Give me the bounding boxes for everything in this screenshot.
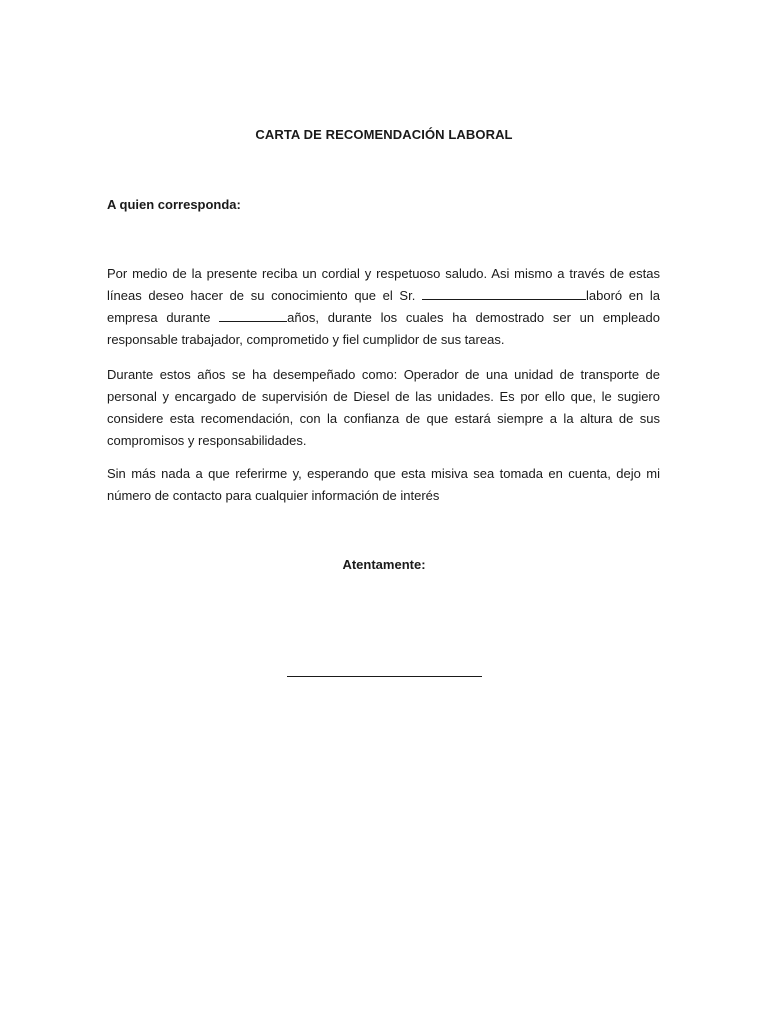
paragraph-closing-note: Sin más nada a que referirme y, esperando que esta misiva sea tomada en cuenta, dejo mi número de contacto para cualquier información de interés: [107, 466, 660, 503]
years-blank-line: [219, 309, 287, 322]
paragraph-intro: [107, 263, 660, 351]
letter-title: CARTA DE RECOMENDACIÓN LABORAL: [255, 127, 513, 142]
closing-salutation: Atentamente:: [342, 557, 426, 572]
salutation: A quien corresponda:: [107, 197, 241, 212]
paragraph-intro-part1: Por medio de la presente reciba un cordial y respetuoso saludo. Asi mismo a través de estas líneas deseo hacer de su conocimiento que el Sr.: [107, 266, 660, 303]
paragraph-intro-part2: laboró en la empresa durante: [107, 288, 661, 325]
paragraph-intro-part3: años, durante los cuales ha demostrado ser un empleado responsable trabajador, comprometido y fiel cumplidor de sus tareas.: [107, 310, 660, 347]
name-blank-line: [422, 287, 586, 300]
signature-line: [287, 676, 482, 677]
paragraph-role: Durante estos años se ha desempeñado como: Operador de una unidad de transporte de personal y encargado de supervisión de Diesel de las unidades. Es por ello que, le sugiero considere esta recomendación, con la confianza de que estará siempre a la altura de sus compromisos y responsabilidades.: [107, 367, 660, 448]
